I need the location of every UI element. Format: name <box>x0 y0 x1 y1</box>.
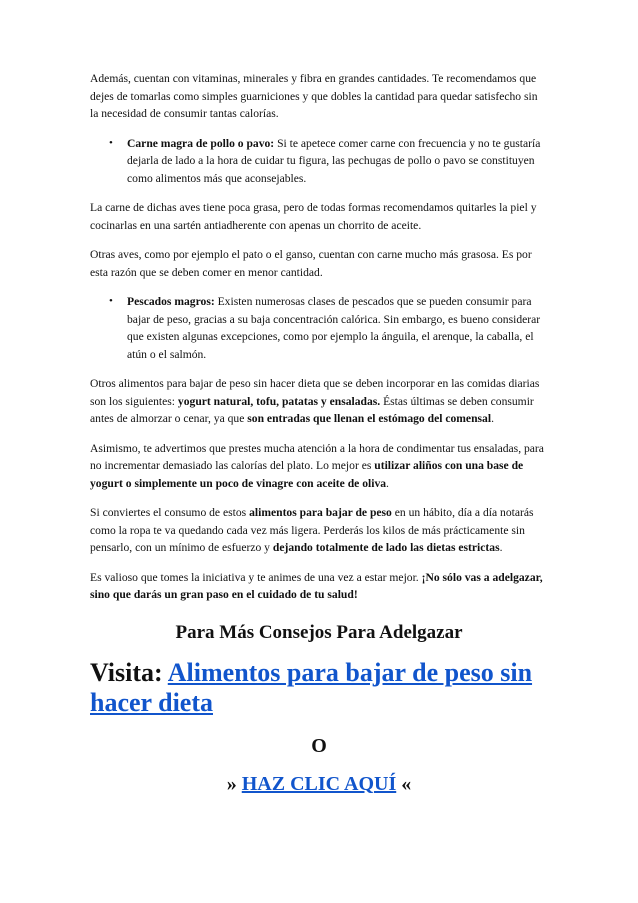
section-heading: Para Más Consejos Para Adelgazar <box>175 621 463 643</box>
list-item-text: Existen numerosas clases de pescados que se pueden consumir para bajar de peso, gracias a su baja concentración calórica. Sin embargo, es bueno considerar que existen algunas excepciones, como por ejemplo la ánguila, el arenque, la caballa, el atún o el salmón. <box>127 295 541 361</box>
paragraph-closing <box>90 569 548 604</box>
click-here-link[interactable]: HAZ CLIC AQUÍ <box>241 772 397 795</box>
bold-run: son entradas que llenan el estómago del comensal <box>247 412 492 425</box>
text-run: Otros alimentos para bajar de peso sin hacer dieta que se deben incorporar en las comidas diarias son los siguientes: <box>90 377 540 408</box>
bullet-icon: • <box>109 295 113 307</box>
bold-run: alimentos para bajar de peso <box>249 506 392 519</box>
text-run: Si conviertes el consumo de estos <box>90 506 250 519</box>
cta-line <box>90 772 548 796</box>
text-run: Asimismo, te advertimos que prestes mucha atención a la hora de condimentar tus ensaladas, para no incrementar demasiado las calorías del plato. Lo mejor es <box>90 441 544 472</box>
document-page <box>90 70 548 796</box>
cta-left-guillemet: » <box>226 772 242 795</box>
paragraph-vegetables: Además, cuentan con vitaminas, minerales y fibra en grandes cantidades. Te recomendamos que dejes de tomarlas como simples guarniciones y que dobles la cantidad para quedar satisfecho sin la necesidad de consumir tantas calorías. <box>90 72 538 120</box>
list-item-title: Pescados magros: <box>127 295 215 308</box>
text-run: Éstas últimas se deben consumir antes de almorzar o cenar, ya que <box>90 394 534 425</box>
text-run: . <box>386 476 389 490</box>
visit-line <box>90 658 548 718</box>
paragraph-other-foods <box>90 375 548 428</box>
or-separator: O <box>311 734 327 757</box>
bold-run: ¡No sólo vas a adelgazar, sino que darás un gran paso en el cuidado de tu salud! <box>90 570 543 601</box>
bullet-list-poultry <box>90 135 548 188</box>
bullet-list-fish <box>90 293 548 363</box>
bold-run: yogurt natural, tofu, patatas y ensaladas. <box>177 394 381 408</box>
cta-right-guillemet: « <box>396 772 412 795</box>
visit-label: Visita: <box>90 657 168 687</box>
bold-run: utilizar aliños con una base de yogurt o simplemente un poco de vinagre con aceite de oliva <box>90 459 524 490</box>
text-run: . <box>491 412 494 425</box>
text-run: . <box>499 541 503 554</box>
bullet-icon: • <box>109 136 113 149</box>
list-item-text: Si te apetece comer carne con frecuencia y no te gustaría dejarla de lado a la hora de cuidar tu figura, las pechugas de pollo o pavo se constituyen como alimentos más que aconsejables. <box>127 136 541 185</box>
text-run: Es valioso que tomes la iniciativa y te animes de una vez a estar mejor. <box>90 570 422 584</box>
text-run: en un hábito, día a día notarás como la ropa te va quedando cada vez más ligera. Perderás los kilos de más prácticamente sin pensarlo, con un mínimo de esfuerzo y <box>90 506 534 554</box>
paragraph-other-birds: Otras aves, como por ejemplo el pato o el ganso, cuentan con carne mucho más grasosa. Es por esta razón que se deben comer en menor cantidad. <box>90 248 532 279</box>
list-item-fish <box>109 293 548 363</box>
paragraph-dressings <box>90 440 548 493</box>
list-item-poultry <box>109 135 548 188</box>
paragraph-habit <box>90 504 548 557</box>
bold-run: dejando totalmente de lado las dietas estrictas <box>272 541 500 554</box>
paragraph-poultry-fat: La carne de dichas aves tiene poca grasa, pero de todas formas recomendamos quitarles la piel y cocinarlas en una sartén antiadherente con apenas un chorrito de aceite. <box>90 201 537 232</box>
list-item-title: Carne magra de pollo o pavo: <box>127 136 275 150</box>
visit-link[interactable]: Alimentos para bajar de peso sin hacer dieta <box>90 657 533 717</box>
